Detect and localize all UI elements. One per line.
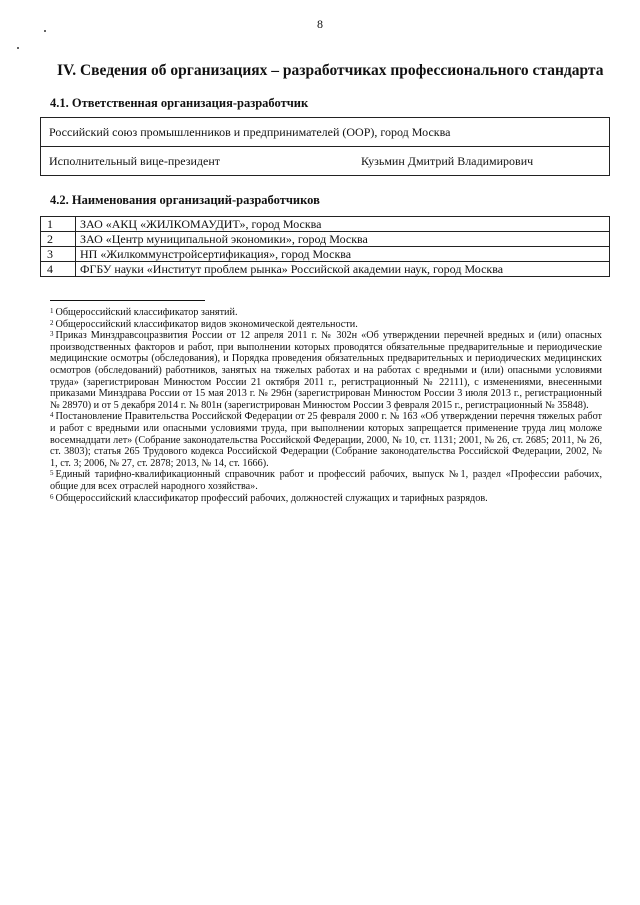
footnote bbox=[50, 493, 602, 505]
scan-speck bbox=[17, 47, 19, 49]
responsible-org-heading: 4.1. Ответственная организация-разработчик bbox=[50, 96, 309, 110]
footnote bbox=[50, 319, 602, 331]
table-row bbox=[41, 262, 610, 277]
footnote bbox=[50, 411, 602, 469]
responsible-org-name: Российский союз промышленников и предпринимателей (ООР), город Москва bbox=[41, 118, 610, 147]
row-number: 3 bbox=[41, 247, 76, 262]
org-name: ЗАО «Центр муниципальной экономики», город Москва bbox=[76, 232, 610, 247]
footnote-mark: 6 bbox=[50, 492, 54, 501]
footnote-mark: 1 bbox=[50, 307, 54, 315]
footnote-mark: 5 bbox=[50, 469, 54, 478]
org-name: НП «Жилкоммунстройсертификация», город Москва bbox=[76, 247, 610, 262]
table-row bbox=[41, 118, 610, 147]
org-name: ФГБУ науки «Институт проблем рынка» Российской академии наук, город Москва bbox=[76, 262, 610, 277]
footnote-text: Приказ Минздравсоцразвития России от 12 апреля 2011 г. № 302н «Об утверждении перечней вредных и (или) опасных производственных факторов и работ, при выполнении которых проводятся обязательные предварительные и периодические медицинские осмотры (обследования), и Порядка проведения обязательных предварительных и периодических медицинских осмотров (обследований) работников, занятых на тяжелых работах и на работах с вредными и (или) опасными условиями труда» (зарегистрирован Минюстом России 21 октября 2011 г., регистрационный № 22111), с изменениями, внесенными приказами Минздрава России от 15 мая 2013 г. № 296н (зарегистрирован Минюстом России 3 июля 2013 г., регистрационный № 28970) и от 5 декабря 2014 г. № 801н (зарегистрирован Минюстом России 3 февраля 2015 г., регистрационный № 35848). bbox=[50, 330, 602, 411]
footnote bbox=[50, 469, 602, 492]
table-row bbox=[41, 147, 610, 176]
scan-speck bbox=[44, 30, 46, 32]
footnote-mark: 2 bbox=[50, 318, 54, 327]
footnote-text: Общероссийский классификатор профессий рабочих, должностей служащих и тарифных разрядов. bbox=[55, 492, 488, 504]
footnote-text: Единый тарифно-квалификационный справочник работ и профессий рабочих, выпуск №1, раздел «Профессии рабочих, общие для всех отраслей народного хозяйства». bbox=[50, 469, 602, 492]
footnote-text: Общероссийский классификатор занятий. bbox=[55, 307, 238, 318]
table-row bbox=[41, 247, 610, 262]
responsible-signatory-cell bbox=[41, 147, 610, 176]
org-name: ЗАО «АКЦ «ЖИЛКОМАУДИТ», город Москва bbox=[76, 217, 610, 232]
section-title: IV. Сведения об организациях – разработчиках профессионального стандарта bbox=[57, 62, 604, 79]
footnote-divider bbox=[50, 300, 205, 301]
signatory-name: Кузьмин Дмитрий Владимирович bbox=[361, 154, 534, 168]
footnote bbox=[50, 307, 602, 319]
developer-orgs-table bbox=[40, 216, 610, 277]
table-row bbox=[41, 217, 610, 232]
responsible-org-table bbox=[40, 117, 610, 176]
row-number: 4 bbox=[41, 262, 76, 277]
footnote-mark: 3 bbox=[50, 330, 54, 339]
footnote-mark: 4 bbox=[50, 411, 54, 420]
table-row bbox=[41, 232, 610, 247]
footnote-text: Общероссийский классификатор видов экономической деятельности. bbox=[55, 318, 358, 330]
footnote bbox=[50, 330, 602, 411]
page-number: 8 bbox=[317, 17, 323, 31]
footnote-text: Постановление Правительства Российской Федерации от 25 февраля 2000 г. № 163 «Об утверждении перечня тяжелых работ и работ с вредными или опасными условиями труда, при выполнении которых запрещается применение труда лиц моложе восемнадцати лет» (Собрание законодательства Российской Федерации, 2000, № 10, ст. 1131; 2001, № 26, ст. 2685; 2011, № 26, ст. 3803); статья 265 Трудового кодекса Российской Федерации (Собрание законодательства Российской Федерации, 2002, № 1, ст. 3; 2006, № 27, ст. 2878; 2013, № 14, ст. 1666). bbox=[50, 411, 602, 469]
developer-orgs-heading: 4.2. Наименования организаций-разработчиков bbox=[50, 193, 320, 207]
row-number: 2 bbox=[41, 232, 76, 247]
signatory-role: Исполнительный вице-президент bbox=[49, 153, 221, 168]
row-number: 1 bbox=[41, 217, 76, 232]
footnotes bbox=[50, 307, 602, 504]
